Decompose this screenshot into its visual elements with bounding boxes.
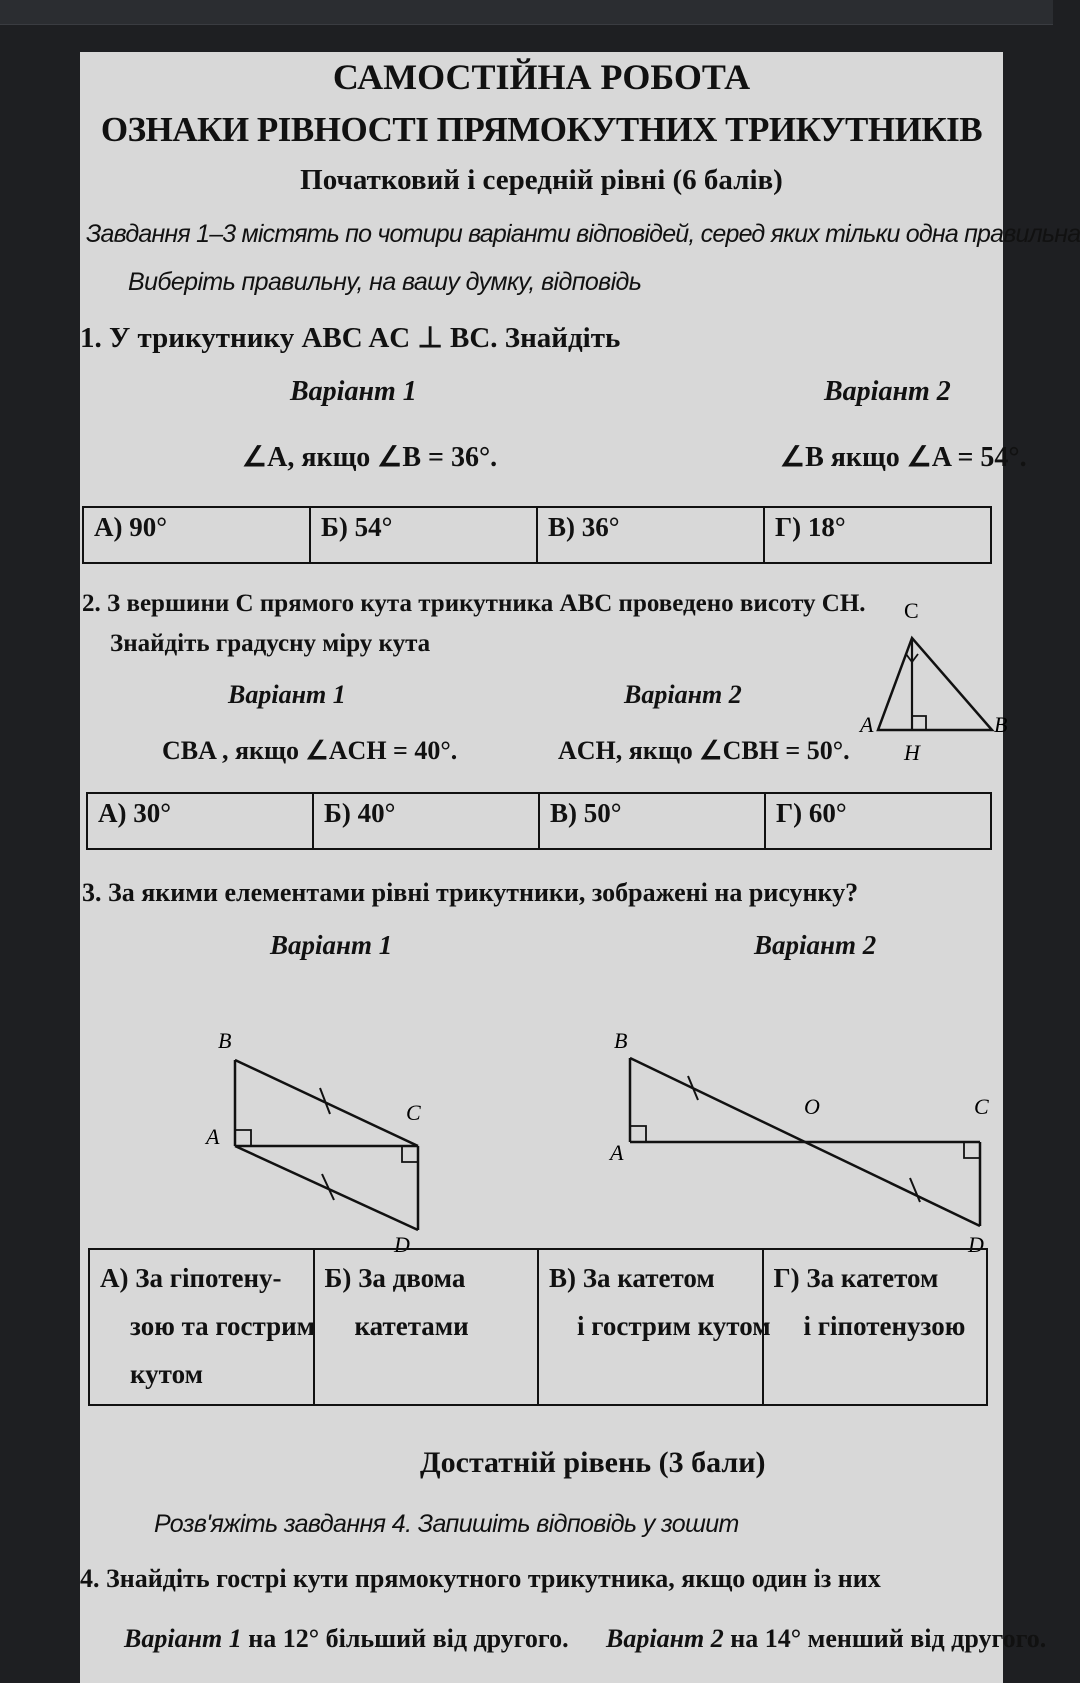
worksheet-page (80, 52, 1080, 1683)
q2-answer-g[interactable]: Г) 60° (765, 793, 991, 849)
question-2-text-line-1: 2. З вершини C прямого кута трикутника ABC проведено висоту CH. (82, 590, 866, 617)
q2-answer-b[interactable]: Б) 40° (313, 793, 539, 849)
q3-answer-b-line-2: катетами (354, 1311, 469, 1341)
q2-right-angle-mark (912, 716, 926, 730)
q3-fig2-label-b: B (614, 1028, 628, 1053)
q2-label-c: C (904, 598, 919, 623)
q3-answer-b[interactable] (314, 1249, 539, 1405)
q1-answer-b[interactable]: Б) 54° (310, 507, 537, 563)
q4-variant-1-condition: на 12° більший від другого. (248, 1624, 569, 1653)
worksheet-subtitle: ОЗНАКИ РІВНОСТІ ПРЯМОКУТНИХ ТРИКУТНИКІВ (100, 110, 983, 149)
question-2-text-line-2: Знайдіть градусну міру кута (110, 630, 431, 657)
level-heading-1: Початковий і середній рівні (6 балів) (300, 164, 783, 196)
q1-answer-v[interactable]: В) 36° (537, 507, 764, 563)
q3-answer-a-line-2: зою та гострим (130, 1311, 316, 1341)
question-1-text: 1. У трикутнику ABC AC ⊥ BC. Знайдіть (80, 322, 621, 354)
q3-fig2-label-c: C (974, 1094, 989, 1119)
viewer-top-bar (0, 0, 1053, 25)
q3-figure-variant-1 (180, 972, 440, 1257)
q3-answer-v[interactable] (538, 1249, 771, 1405)
question-3-text: 3. За якими елементами рівні трикутники, зображені на рисунку? (82, 878, 859, 907)
q2-variant-1-condition: CBA , якщо ∠ACH = 40°. (162, 736, 458, 765)
q1-variant-1-condition: ∠A, якщо ∠B = 36°. (242, 442, 498, 473)
q3-variant-2-label: Варіант 2 (754, 930, 877, 960)
instructions-line-3: Розв'яжіть завдання 4. Запишіть відповідь у зошит (154, 1510, 739, 1538)
q3-fig1-label-b: B (218, 1028, 232, 1053)
q3-fig1-label-c: C (406, 1100, 421, 1125)
q2-triangle-figure (840, 588, 1008, 768)
q3-variant-1-label: Варіант 1 (270, 930, 393, 960)
q3-answer-b-line-1: Б) За двома (324, 1263, 466, 1293)
q3-fig2-label-a: A (610, 1140, 624, 1165)
q4-variant-1 (124, 1624, 569, 1654)
q3-answer-g-line-1: Г) За катетом (773, 1263, 939, 1293)
instructions-line-1: Завдання 1–3 містять по чотири варіанти відповідей, серед яких тільки одна правильна (86, 220, 1080, 248)
q2-answer-table (86, 792, 992, 850)
worksheet-title: САМОСТІЙНА РОБОТА (332, 57, 751, 97)
q1-variant-2-condition: ∠B якщо ∠A = 54°. (780, 442, 1027, 473)
q3-answer-a[interactable] (89, 1249, 314, 1405)
q4-variant-2-label: Варіант 2 (606, 1624, 724, 1653)
q3-answer-g-line-2: і гіпотенузою (803, 1311, 966, 1341)
q1-variant-1-label: Варіант 1 (290, 376, 417, 407)
q4-variant-2 (606, 1624, 1046, 1654)
q3-answer-g[interactable] (763, 1249, 988, 1405)
q2-variant-1-label: Варіант 1 (228, 680, 346, 709)
q1-answer-a[interactable]: А) 90° (83, 507, 310, 563)
q2-label-b: B (994, 712, 1008, 737)
q3-fig2-label-d: D (968, 1232, 984, 1257)
level-heading-2: Достатній рівень (3 бали) (420, 1446, 766, 1479)
q2-label-h: H (904, 740, 920, 765)
q2-answer-a[interactable]: А) 30° (87, 793, 313, 849)
q3-answer-table (88, 1248, 988, 1406)
q3-fig2-label-o: O (804, 1094, 820, 1119)
q3-fig1-label-a: A (206, 1124, 220, 1149)
q3-figure-variant-2 (580, 972, 1000, 1257)
q2-triangle-abc (878, 638, 992, 730)
q2-answer-v[interactable]: В) 50° (539, 793, 765, 849)
q1-variant-2-label: Варіант 2 (824, 376, 951, 407)
q1-answer-g[interactable]: Г) 18° (764, 507, 991, 563)
question-4-text: 4. Знайдіть гострі кути прямокутного трикутника, якщо один із них (80, 1564, 881, 1593)
q2-variant-2-label: Варіант 2 (624, 680, 742, 709)
q3-answer-a-line-1: А) За гіпотену- (100, 1263, 282, 1293)
q2-label-a: A (860, 712, 874, 737)
instructions-line-2: Виберіть правильну, на вашу думку, відповідь (128, 268, 642, 296)
q3-fig1-label-d: D (394, 1232, 410, 1257)
q4-variant-1-label: Варіант 1 (124, 1624, 242, 1653)
q2-variant-2-condition: ACH, якщо ∠CBH = 50°. (558, 736, 850, 765)
q1-answer-table (82, 506, 992, 564)
q3-answer-v-line-2: і гострим кутом (577, 1311, 771, 1341)
q3-answer-v-line-1: В) За катетом (549, 1263, 715, 1293)
q4-variant-2-condition: на 14° менший від другого. (730, 1624, 1047, 1653)
q3-answer-a-line-3: кутом (130, 1359, 203, 1389)
